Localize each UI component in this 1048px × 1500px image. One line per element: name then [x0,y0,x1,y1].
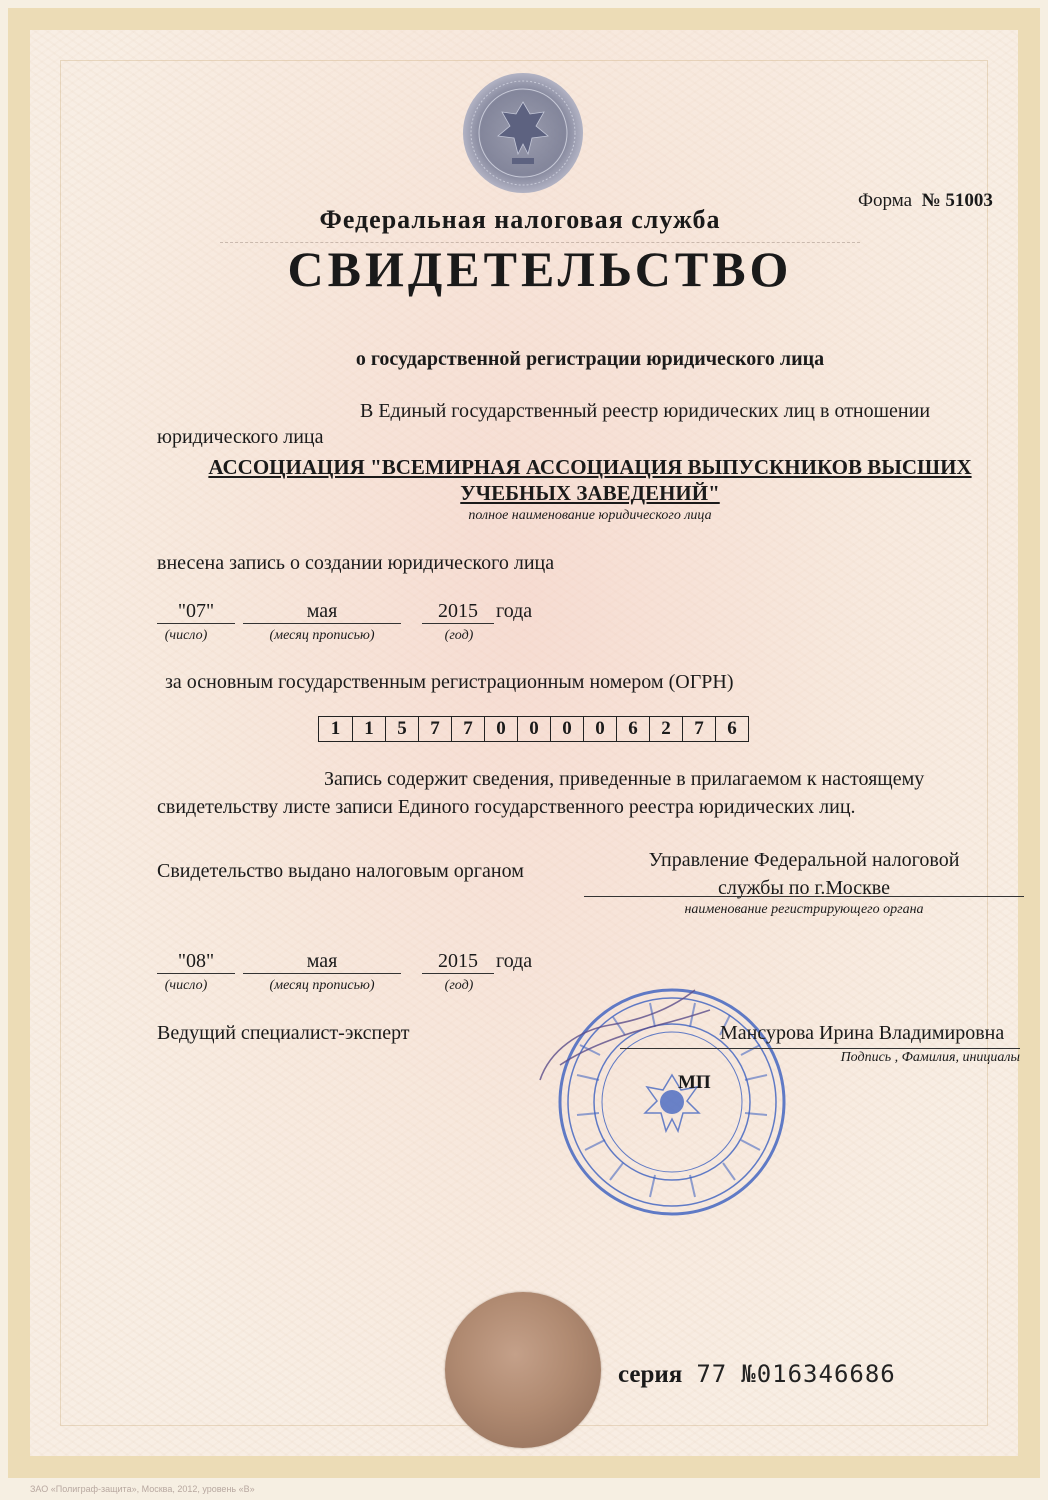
ogrn-text: за основным государственным регистрационным номером (ОГРН) [165,671,734,693]
issue-date-month: мая [243,950,401,974]
organization-name [160,454,1020,506]
record-contains-line1: Запись содержит сведения, приведенные в прилагаемом к настоящему [324,768,925,790]
org-name-line1: АССОЦИАЦИЯ "ВСЕМИРНАЯ АССОЦИАЦИЯ ВЫПУСКНИКОВ ВЫСШИХ [208,455,972,479]
org-name-line2: УЧЕБНЫХ ЗАВЕДЕНИЙ" [460,481,720,505]
ogrn-digit: 7 [682,717,715,741]
issued-by-text: Свидетельство выдано налоговым органом [157,860,524,882]
series-code: 77 [696,1360,728,1388]
ogrn-digit: 6 [715,717,748,741]
seal-mark: МП [678,1072,711,1093]
record-text: внесена запись о создании юридического лица [157,552,555,574]
ogrn-digit: 1 [330,718,341,739]
authority-caption: наименование регистрирующего органа [684,902,924,917]
authority-underline [584,896,1024,897]
ogrn-digit: 1 [352,717,385,741]
reg-date-suffix: года [496,600,533,622]
issue-date-year-caption: (год) [444,978,474,993]
document-title: СВИДЕТЕЛЬСТВО [287,241,793,297]
ogrn-digit: 7 [418,717,451,741]
ogrn-digit: 0 [517,717,550,741]
reg-date-month: мая [243,600,401,624]
emblem-icon [462,72,584,194]
printer-footer: ЗАО «Полиграф-защита», Москва, 2012, уровень «В» [30,1484,255,1494]
intro-text-line1: В Единый государственный реестр юридических лиц в отношении [360,400,931,422]
form-label: Форма [858,190,913,211]
record-contains-line2: свидетельству листе записи Единого государственного реестра юридических лиц. [157,796,856,818]
signer-underline [620,1048,1020,1049]
reg-date-year-caption: (год) [444,628,474,643]
signer-position: Ведущий специалист-эксперт [157,1022,410,1044]
ogrn-digit: 2 [649,717,682,741]
issue-date-suffix: года [496,950,533,972]
form-number [858,190,993,212]
signer-name: Мансурова Ирина Владимировна [720,1022,1005,1044]
reg-date-year: 2015 [422,600,494,624]
agency-name: Федеральная налоговая служба [319,205,721,234]
blank-number: №016346686 [741,1360,896,1388]
ogrn-boxes [318,716,749,742]
authority-line2: службы по г.Москве [718,877,890,899]
authority-line1: Управление Федеральной налоговой [648,849,960,871]
document-subtitle: о государственной регистрации юридического лица [355,348,825,370]
ogrn-digit: 0 [484,717,517,741]
ogrn-digit: 7 [451,717,484,741]
ogrn-digit: 5 [385,717,418,741]
issuing-authority [584,846,1024,902]
hologram-seal [445,1292,601,1448]
signer-caption: Подпись , Фамилия, инициалы [840,1050,1020,1065]
ogrn-digit: 0 [550,717,583,741]
issue-date-year: 2015 [422,950,494,974]
series-number [618,1360,896,1389]
reg-date-day: "07" [157,600,235,624]
issue-date-month-caption: (месяц прописью) [269,978,375,993]
issue-date-day: "08" [157,950,235,974]
reg-date-month-caption: (месяц прописью) [269,628,375,643]
ogrn-digit: 6 [616,717,649,741]
intro-text-line2: юридического лица [157,426,324,448]
series-label: серия [618,1361,683,1388]
issue-date-day-caption: (число) [164,978,208,993]
reg-date-day-caption: (число) [164,628,208,643]
form-number-value: № 51003 [921,190,993,211]
ogrn-digit: 0 [583,717,616,741]
org-name-caption: полное наименование юридического лица [468,508,712,523]
